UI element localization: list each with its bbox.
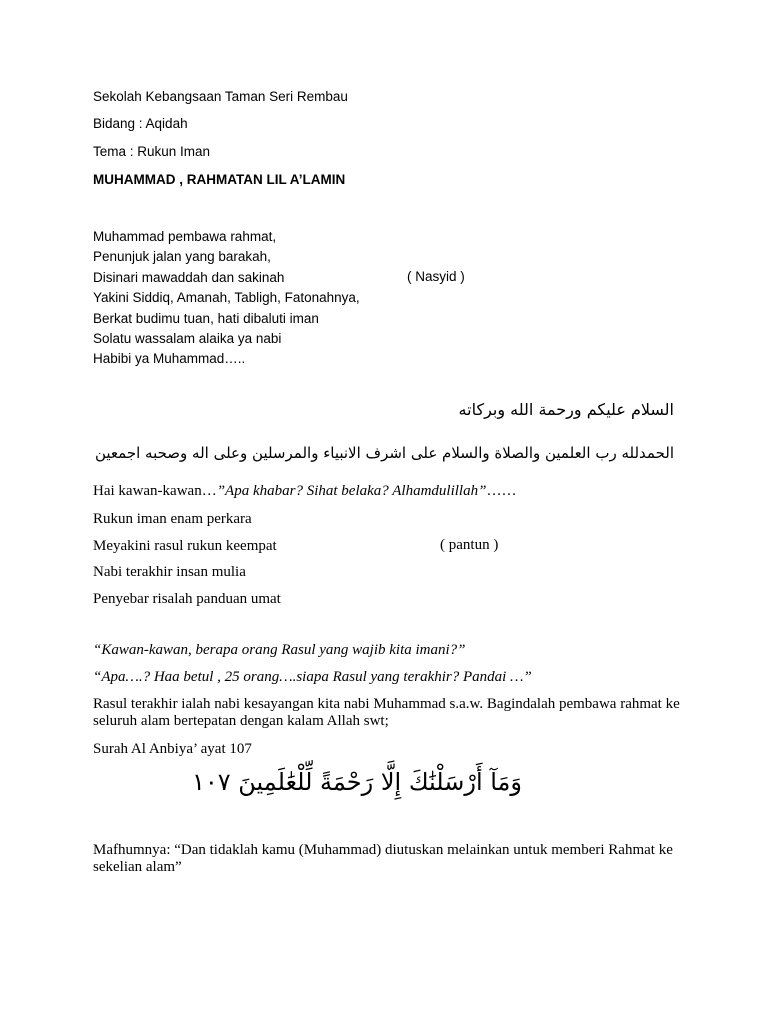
greeting-trail: …… (486, 483, 517, 499)
nasyid-tag: ( Nasyid ) (407, 269, 465, 284)
arabic-salam: السلام عليكم ورحمة الله وبركاته (458, 400, 674, 419)
theme-label: Tema : Rukun Iman (93, 144, 211, 159)
nasyid-line: Solatu wassalam alaika ya nabi (93, 331, 282, 346)
document-title: MUHAMMAD , RAHMATAN LIL A’LAMIN (93, 172, 346, 187)
pantun-tag: ( pantun ) (440, 537, 499, 553)
question-2: “Apa….? Haa betul , 25 orang….siapa Rasul yang terakhir? Pandai …” (93, 669, 532, 685)
arabic-hamdalah: الحمدلله رب العلمين والصلاة والسلام على اشرف الانبياء والمرسلين وعلى اله وصحبه اجمعين (94, 444, 674, 462)
nasyid-line: Penunjuk jalan yang barakah, (93, 249, 271, 264)
question-1: “Kawan-kawan, berapa orang Rasul yang wajib kita imani?” (93, 642, 466, 658)
greeting-quote: ”Apa khabar? Sihat belaka? Alhamdulillah” (216, 483, 487, 499)
field-label: Bidang : Aqidah (93, 116, 188, 131)
pantun-line: Rukun iman enam perkara (93, 511, 252, 527)
ayat-meaning: Mafhumnya: “Dan tidaklah kamu (Muhammad) diutuskan melainkan untuk memberi Rahmat ke sekelian alam” (93, 842, 673, 875)
greeting-line (93, 482, 516, 500)
pantun-line: Nabi terakhir insan mulia (93, 564, 246, 580)
nasyid-line: Habibi ya Muhammad….. (93, 351, 246, 366)
quran-ayat: وَمَآ أَرْسَلْنَٰكَ إِلَّا رَحْمَةً لِّلْعَٰلَمِينَ ١٠٧ (191, 768, 522, 796)
nasyid-line: Yakini Siddiq, Amanah, Tabligh, Fatonahnya, (93, 290, 360, 305)
nasyid-line: Disinari mawaddah dan sakinah (93, 270, 285, 285)
pantun-line: Meyakini rasul rukun keempat (93, 538, 277, 554)
nasyid-line: Muhammad pembawa rahmat, (93, 229, 277, 244)
pantun-line: Penyebar risalah panduan umat (93, 591, 281, 607)
nasyid-line: Berkat budimu tuan, hati dibaluti iman (93, 311, 319, 326)
surah-reference: Surah Al Anbiya’ ayat 107 (93, 741, 252, 757)
school-name: Sekolah Kebangsaan Taman Seri Rembau (93, 89, 348, 104)
greeting-lead: Hai kawan-kawan… (93, 483, 217, 499)
rasul-paragraph: Rasul terakhir ialah nabi kesayangan kita nabi Muhammad s.a.w. Bagindalah pembawa rahmat ke seluruh alam bertepatan dengan kalam Allah swt; (93, 696, 680, 729)
